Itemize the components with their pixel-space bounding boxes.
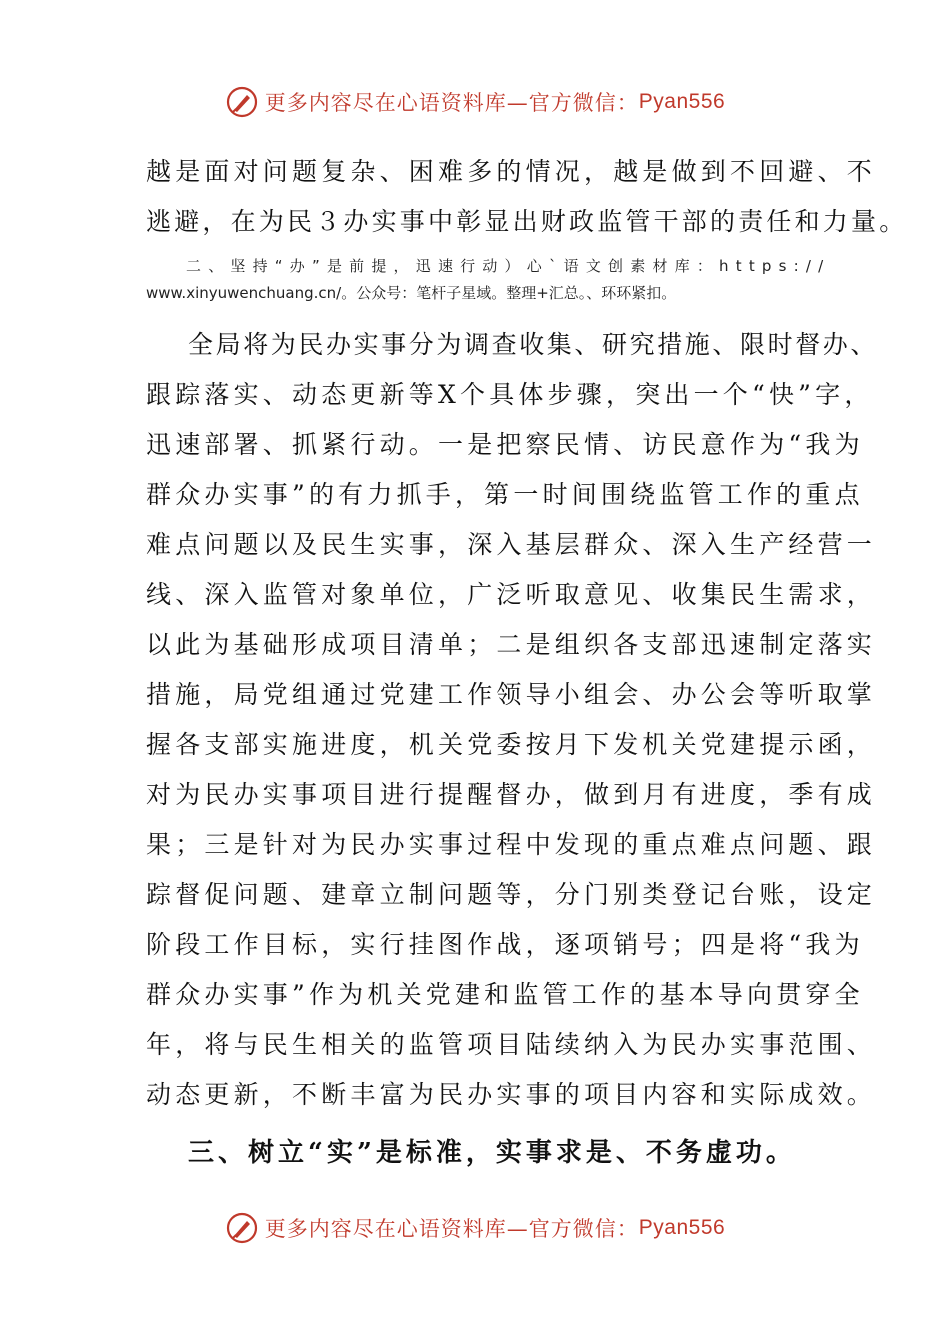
inserted-note-line: www.xinyuwenchuang.cn/。公众号：笔杆子星域。整理+汇总。、环环紧扣。 <box>146 284 677 302</box>
paragraph-line: 踪督促问题、建章立制问题等，分门别类登记台账，设定 <box>146 880 877 909</box>
watermark-text: 更多内容尽在心语资料库—官方微信： <box>264 1217 639 1241</box>
body-line: 越是面对问题复杂、困难多的情况，越是做到不回避、不 <box>146 157 877 186</box>
paragraph-line: 果；三是针对为民办实事过程中发现的重点难点问题、跟 <box>146 830 877 859</box>
paragraph-line: 对为民办实事项目进行提醒督办，做到月有进度，季有成 <box>146 780 877 809</box>
paragraph-line: 握各支部实施进度，机关党委按月下发机关党建提示函， <box>146 730 877 759</box>
watermark-banner-bottom <box>0 1208 950 1248</box>
section-heading: 三、树立“实”是标准，实事求是、不务虚功。 <box>188 1138 796 1168</box>
watermark-banner-top <box>0 82 950 122</box>
pen-stamp-logo-icon <box>225 1211 259 1245</box>
paragraph-line: 阶段工作目标，实行挂图作战，逐项销号；四是将“我为 <box>146 930 864 959</box>
pen-stamp-logo-icon <box>225 85 259 119</box>
paragraph-line: 群众办实事”作为机关党建和监管工作的基本导向贯穿全 <box>146 980 864 1009</box>
watermark-handle: Pyan556 <box>638 90 726 113</box>
paragraph-line: 难点问题以及民生实事，深入基层群众、深入生产经营一 <box>146 530 877 559</box>
watermark-text: 更多内容尽在心语资料库—官方微信： <box>264 91 639 115</box>
watermark-handle: Pyan556 <box>638 1216 726 1239</box>
paragraph-line: 以此为基础形成项目清单；二是组织各支部迅速制定落实 <box>146 630 877 659</box>
body-line: 逃避，在为民３办实事中彰显出财政监管干部的责任和力量。 <box>146 207 908 236</box>
paragraph-line: 措施，局党组通过党建工作领导小组会、办公会等听取掌 <box>146 680 877 709</box>
paragraph-line: 线、深入监管对象单位，广泛听取意见、收集民生需求， <box>146 580 877 609</box>
paragraph-line: 迅速部署、抓紧行动。一是把察民情、访民意作为“我为 <box>146 430 864 459</box>
paragraph-line: 年，将与民生相关的监管项目陆续纳入为民办实事范围、 <box>146 1030 877 1059</box>
paragraph-line: 群众办实事”的有力抓手，第一时间围绕监管工作的重点 <box>146 480 864 509</box>
paragraph-line: 跟踪落实、动态更新等X个具体步骤，突出一个“快”字， <box>146 380 874 409</box>
inserted-note-line: 二、坚持“办”是前提，迅速行动）心`语文创素材库：https:// <box>186 257 831 275</box>
paragraph-line: 全局将为民办实事分为调查收集、研究措施、限时督办、 <box>188 330 879 359</box>
paragraph-line: 动态更新，不断丰富为民办实事的项目内容和实际成效。 <box>146 1080 877 1109</box>
